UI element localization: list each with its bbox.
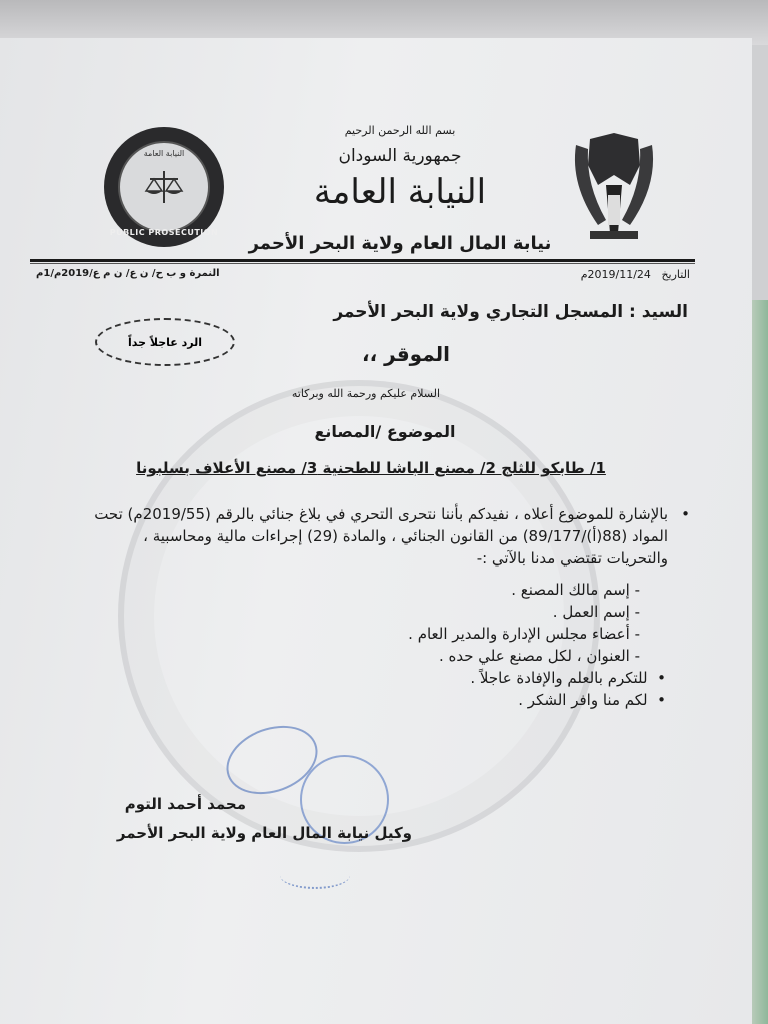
urgent-note: الرد عاجلاً جداً xyxy=(95,318,235,366)
header-divider-thin xyxy=(30,263,695,264)
bullet-icon: • xyxy=(681,505,690,523)
signatory-name: محمد أحمد التوم xyxy=(124,795,246,813)
list-item-text: للتكرم بالعلم والإفادة عاجلاً . xyxy=(470,669,648,687)
background-edge xyxy=(752,300,768,1024)
greeting: السلام عليكم ورحمة الله وبركاته xyxy=(291,387,440,400)
requirements-list xyxy=(408,579,640,667)
department-title: نيابة المال العام ولاية البحر الأحمر xyxy=(248,233,552,254)
list-item: • للتكرم بالعلم والإفادة عاجلاً . xyxy=(470,669,666,687)
date-value: 2019/11/24م xyxy=(580,268,651,281)
signatory-title: وكيل نيابة المال العام ولاية البحر الأحمر xyxy=(116,824,412,842)
sudan-emblem-icon xyxy=(568,125,660,245)
list-item-text: لكم منا وافر الشكر . xyxy=(518,691,648,709)
country-name: جمهورية السودان xyxy=(338,146,462,166)
date-label: التاريخ xyxy=(661,268,690,281)
subject: الموضوع /المصانع xyxy=(314,422,456,441)
closing-list xyxy=(470,667,666,711)
body-paragraph xyxy=(88,503,690,569)
factories-list: 1/ طابكو للثلج 2/ مصنع الباشا للطحنية 3/ مصنع الأعلاف بسلبونا xyxy=(136,459,606,477)
header-divider xyxy=(30,259,695,262)
list-item: • لكم منا وافر الشكر . xyxy=(518,691,666,709)
scales-of-justice-icon xyxy=(144,167,184,207)
list-item-text: إسم مالك المصنع . xyxy=(511,581,630,599)
body-text: بالإشارة للموضوع أعلاه ، نفيدكم بأننا نتحرى التحري في بلاغ جنائي بالرقم (2019/55م) تحت المواد (88(أ)/89/177) من القانون الجنائي ، والمادة (29) إجراءات مالية ومحاسبية ، والتحريات تقتضي مدنا بالآتي :- xyxy=(94,505,668,567)
list-item-text: أعضاء مجلس الإدارة والمدير العام . xyxy=(408,625,630,643)
date xyxy=(581,268,690,281)
list-item-text: إسم العمل . xyxy=(552,603,630,621)
list-item: - العنوان ، لكل مصنع علي حده . xyxy=(438,647,640,665)
reference-number: النمرة و ب ح/ ن ع/ ن م ع/2019م/1م xyxy=(36,268,220,279)
list-item: - إسم مالك المصنع . xyxy=(511,581,640,599)
honorific: الموقر ،، xyxy=(361,342,450,366)
office-title: النيابة العامة xyxy=(313,172,487,212)
list-item: - أعضاء مجلس الإدارة والمدير العام . xyxy=(408,625,640,643)
signature-dots xyxy=(280,862,350,889)
basmala: بسم الله الرحمن الرحيم xyxy=(344,124,456,137)
list-item-text: العنوان ، لكل مصنع علي حده . xyxy=(438,647,630,665)
public-prosecution-seal: النيابة العامة PUBLIC PROSECUTION xyxy=(104,127,224,247)
addressee: السيد : المسجل التجاري ولاية البحر الأحمر xyxy=(333,302,688,322)
list-item: - إسم العمل . xyxy=(552,603,640,621)
